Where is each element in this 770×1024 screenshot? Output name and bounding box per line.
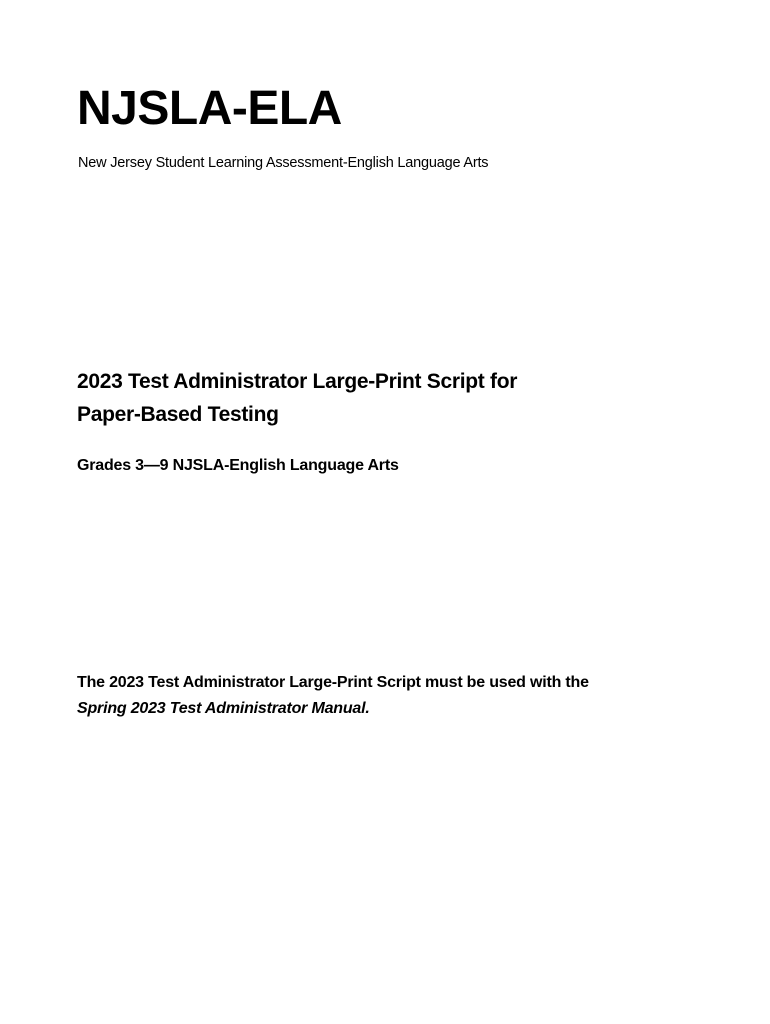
- usage-note-line-1: The 2023 Test Administrator Large-Print Script must be used with the: [77, 674, 589, 691]
- manual-title: Spring 2023 Test Administrator Manual.: [77, 700, 370, 717]
- document-subtitle: New Jersey Student Learning Assessment-English Language Arts: [78, 155, 489, 171]
- script-title-line-1: 2023 Test Administrator Large-Print Script for: [77, 370, 518, 393]
- script-title-line-2: Paper-Based Testing: [77, 403, 279, 426]
- usage-note: [77, 670, 717, 722]
- grades-heading: Grades 3—9 NJSLA-English Language Arts: [77, 457, 399, 474]
- document-title: NJSLA-ELA: [77, 82, 342, 135]
- script-title: [77, 365, 677, 431]
